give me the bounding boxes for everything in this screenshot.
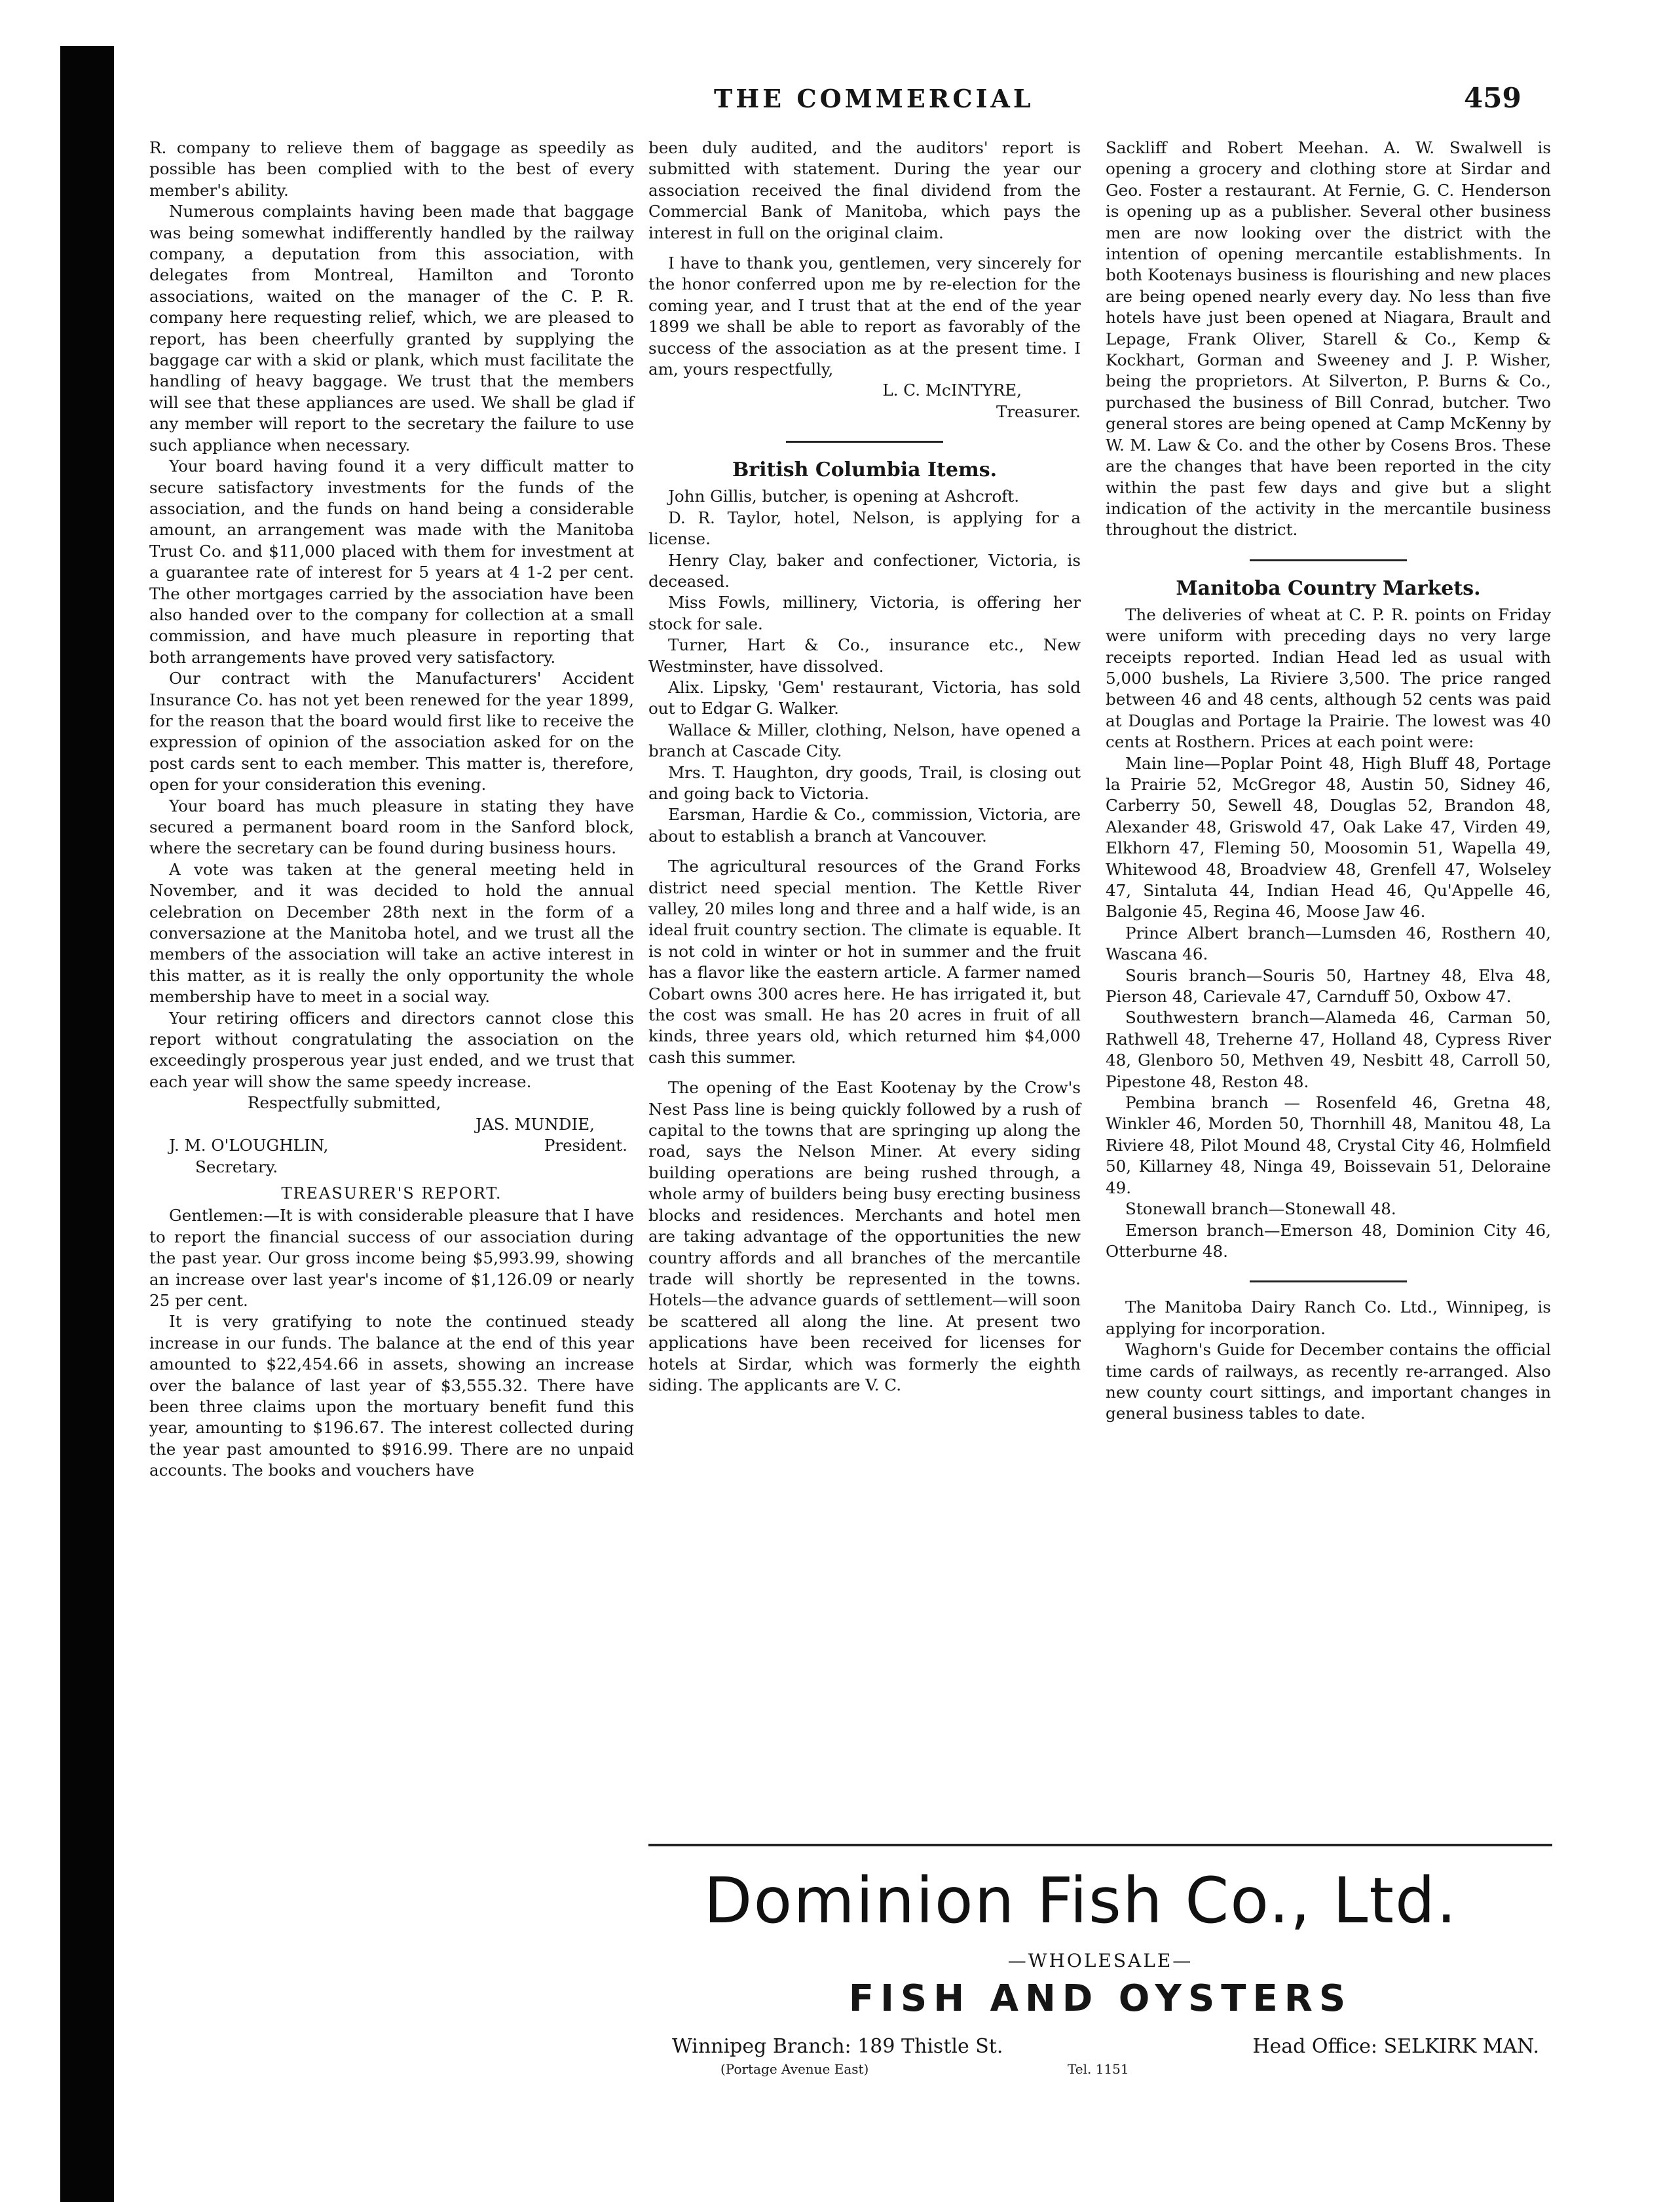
closing: Respectfully submitted, xyxy=(248,1093,441,1113)
signature-mundie: JAS. MUNDIE, xyxy=(476,1114,595,1134)
news-item: Miss Fowls, millinery, Victoria, is offering her stock for sale. xyxy=(648,593,1081,633)
paragraph: It is very gratifying to note the continued steady increase in our funds. The balance at the end of this year amounted to $22,454.66 in assets, showing an increase over the balance of last year of $3,555.32. There have been three claims upon the mortuary benefit fund this year, amounting to $196.67. The interest collected during the year past amounted to $916.99. There are no unpaid accounts. The books and vouchers have xyxy=(149,1312,634,1480)
ad-wholesale: —WHOLESALE— xyxy=(1007,1950,1193,1971)
paragraph: I have to thank you, gentlemen, very sincerely for the honor conferred upon me by re-election for the coming year, and I trust that at the end of the year 1899 we shall be able to report as favorably of the success of the association as at the present time. I am, yours respectfully, xyxy=(648,253,1081,379)
paragraph: Waghorn's Guide for December contains the official time cards of railways, as recently re-arranged. Also new county court sittings, and important changes in general business tables to date. xyxy=(1106,1340,1551,1423)
market-prices: Souris branch—Souris 50, Hartney 48, Elva 48, Pierson 48, Carievale 47, Carnduff 50, Oxbow 47. xyxy=(1106,965,1551,1007)
news-item: Wallace & Miller, clothing, Nelson, have opened a branch at Cascade City. xyxy=(648,720,1081,761)
paragraph: The agricultural resources of the Grand Forks district need special mention. The Kettle River valley, 20 miles long and three and a half wide, is an ideal fruit country section. The climate is equable. It is not cold in winter or hot in summer and the fruit has a flavor like the eastern article. A farmer named Cobart owns 300 acres here. He has irrigated it, but the cost was small. He has 20 acres in fruit of all kinds, three years old, which returned him $4,000 cash this summer. xyxy=(648,857,1081,1067)
column-2 xyxy=(648,138,1081,1394)
paragraph: R. company to relieve them of baggage as speedily as possible has been complied with to the best of every member's ability. xyxy=(149,138,634,200)
divider xyxy=(1250,559,1407,561)
market-prices: Main line—Poplar Point 48, High Bluff 48, Portage la Prairie 52, McGregor 48, Austin 50, Sidney 46, Carberry 50, Sewell 48, Douglas 52, Brandon 48, Alexander 48, Griswold 47, Oak Lake 47, Virden 49, Elkhorn 47, Fleming 50, Moosomin 51, Wapella 49, Whitewood 48, Broadview 48, Grenfell 47, Wolseley 47, Sintaluta 44, Indian Head 46, Qu'Appelle 46, Balgonie 45, Regina 46, Moose Jaw 46. xyxy=(1106,753,1551,922)
signature-title-president: President. xyxy=(544,1136,627,1155)
paragraph: The Manitoba Dairy Ranch Co. Ltd., Winnipeg, is applying for incorporation. xyxy=(1106,1297,1551,1338)
ad-product-line: FISH AND OYSTERS xyxy=(848,1977,1353,2020)
column-1 xyxy=(149,138,634,2155)
paragraph: Our contract with the Manufacturers' Accident Insurance Co. has not yet been renewed for the year 1899, for the reason that the board would first like to receive the expression of opinion of the association asked for on the post cards sent to each member. This matter is, therefore, open for your consideration this evening. xyxy=(149,669,634,794)
market-prices: Stonewall branch—Stonewall 48. xyxy=(1125,1199,1396,1219)
ad-address: (Portage Avenue East) xyxy=(720,2061,869,2077)
paragraph: Sackliff and Robert Meehan. A. W. Swalwell is opening a grocery and clothing store at Sirdar and Geo. Foster a restaurant. At Fernie, G. C. Henderson is opening up as a publisher. Several other business men are now looking over the district with the intention of opening mercantile establishments. In both Kootenays business is flourishing and new places are being opened nearly every day. No less than five hotels have just been opened at Niagara, Brault and Lepage, Frank Oliver, Starell & Co., Kemp & Kockhart, Gorman and Sweeney and J. P. Wisher, being the proprietors. At Silverton, P. Burns & Co., purchased the business of Bill Conrad, butcher. Two general stores are being opened at Camp McKenny by W. M. Law & Co. and the other by Cosens Bros. These are the changes that have been reported in the city within the past few days and give but a slight indication of the activity in the mercantile business throughout the district. xyxy=(1106,138,1551,540)
news-item: Mrs. T. Haughton, dry goods, Trail, is closing out and going back to Victoria. xyxy=(648,762,1081,803)
section-heading-markets: Manitoba Country Markets. xyxy=(1176,576,1481,600)
advertisement xyxy=(648,1844,1552,2095)
market-prices: Prince Albert branch—Lumsden 46, Rosthern 40, Wascana 46. xyxy=(1106,923,1551,964)
news-item: Henry Clay, baker and confectioner, Victoria, is deceased. xyxy=(648,550,1081,591)
binding-shadow xyxy=(60,46,114,2202)
news-item: D. R. Taylor, hotel, Nelson, is applying for a license. xyxy=(648,508,1081,549)
news-item: Alix. Lipsky, 'Gem' restaurant, Victoria, has sold out to Edgar G. Walker. xyxy=(648,677,1081,718)
ad-head-office: Head Office: SELKIRK MAN. xyxy=(1252,2035,1539,2058)
ad-company-name: Dominion Fish Co., Ltd. xyxy=(703,1864,1458,1937)
signature-title-secretary: Secretary. xyxy=(195,1157,278,1176)
page-header-title: THE COMMERCIAL xyxy=(714,84,1034,113)
section-heading-bc: British Columbia Items. xyxy=(732,458,998,482)
paragraph: Your retiring officers and directors cannot close this report without congratulating the association on the exceedingly prosperous year just ended, and we trust that each year will show the same speedy increase. xyxy=(149,1008,634,1091)
paragraph: The deliveries of wheat at C. P. R. points on Friday were uniform with preceding days no very large receipts reported. Indian Head led as usual with 5,000 bushels, La Riviere 3,500. The price ranged between 46 and 48 cents, although 52 cents was paid at Douglas and Portage la Prairie. The lowest was 40 cents at Rosthern. Prices at each point were: xyxy=(1106,605,1551,752)
paragraph: been duly audited, and the auditors' report is submitted with statement. During the year our association received the final dividend from the Commercial Bank of Manitoba, which pays the interest in full on the original claim. xyxy=(648,138,1081,242)
paragraph: Your board has much pleasure in stating they have secured a permanent board room in the Sanford block, where the secretary can be found during business hours. xyxy=(149,796,634,858)
paragraph: A vote was taken at the general meeting held in November, and it was decided to hold the annual celebration on December 28th next in the form of a conversazione at the Manitoba hotel, and we trust all the members of the association will take an active interest in this matter, as it is really the only opportunity the whole membership have to meet in a social way. xyxy=(149,859,634,1007)
divider xyxy=(1250,1280,1407,1282)
signature-oloughlin: J. M. O'LOUGHLIN, xyxy=(169,1136,329,1155)
paragraph: The opening of the East Kootenay by the Crow's Nest Pass line is being quickly followed by a rush of capital to the towns that are springing up along the road, says the Nelson Miner. At every siding building operations are being rushed through, a whole army of builders being busy erecting business blocks and residences. Merchants and hotel men are taking advantage of the opportunities the new country affords and all branches of the mercantile trade will shortly be represented in the towns. Hotels—the advance guards of settlement—will soon be scattered all along the line. At present two applications have been received for licenses for hotels at Sirdar, which was formerly the eighth siding. The applicants are V. C. xyxy=(648,1078,1081,1394)
signature-mcintyre: L. C. McINTYRE, xyxy=(882,381,1022,400)
page-number: 459 xyxy=(1464,82,1521,114)
paragraph: Your board having found it a very difficult matter to secure satisfactory investments for the funds of the association, and the funds on hand being a considerable amount, an arrangement was made with the Manitoba Trust Co. and $11,000 placed with them for investment at a guarantee rate of interest for 5 years at 4 1-2 per cent. The other mortgages carried by the association have been also handed over to the company for collection at a small commission, and have much pleasure in reporting that both arrangements have proved very satisfactory. xyxy=(149,457,634,667)
market-prices: Southwestern branch—Alameda 46, Carman 50, Rathwell 48, Treherne 47, Holland 48, Cypress River 48, Glenboro 50, Methven 49, Nesbitt 48, Carroll 50, Pipestone 48, Reston 48. xyxy=(1106,1008,1551,1091)
news-item: John Gillis, butcher, is opening at Ashcroft. xyxy=(668,487,1020,506)
news-item: Turner, Hart & Co., insurance etc., New Westminster, have dissolved. xyxy=(648,635,1081,676)
signature-row xyxy=(149,1135,634,1156)
divider xyxy=(786,441,943,443)
signature-title-treasurer: Treasurer. xyxy=(996,401,1081,421)
column-3 xyxy=(1106,138,1551,1423)
market-prices: Pembina branch — Rosenfeld 46, Gretna 48, Winkler 46, Morden 50, Thornhill 48, Manitou 48, La Riviere 48, Pilot Mound 48, Crystal City 46, Holmfield 50, Killarney 48, Ninga 49, Boissevain 51, Deloraine 49. xyxy=(1106,1093,1551,1197)
ad-branch: Winnipeg Branch: 189 Thistle St. xyxy=(672,2035,1003,2058)
paragraph: Numerous complaints having been made that baggage was being somewhat indifferently handled by the railway company, a deputation from this association, with delegates from Montreal, Hamilton and Toronto associations, waited on the manager of the C. P. R. company here requesting relief, which, we are pleased to report, has been cheerfully granted by supplying the baggage car with a skid or plank, which must facilitate the handling of heavy baggage. We trust that the members will see that these appliances are used. We shall be glad if any member will report to the secretary the failure to use such appliance when necessary. xyxy=(149,202,634,455)
market-prices: Emerson branch—Emerson 48, Dominion City 46, Otterburne 48. xyxy=(1106,1220,1551,1261)
news-item: Earsman, Hardie & Co., commission, Victoria, are about to establish a branch at Vancouver. xyxy=(648,805,1081,846)
paragraph: Gentlemen:—It is with considerable pleasure that I have to report the financial success of our association during the past year. Our gross income being $5,993.99, showing an increase over last year's income of $1,126.09 or nearly 25 per cent. xyxy=(149,1206,634,1310)
section-heading-treasurer: TREASURER'S REPORT. xyxy=(281,1184,502,1203)
ad-telephone: Tel. 1151 xyxy=(1068,2061,1129,2077)
